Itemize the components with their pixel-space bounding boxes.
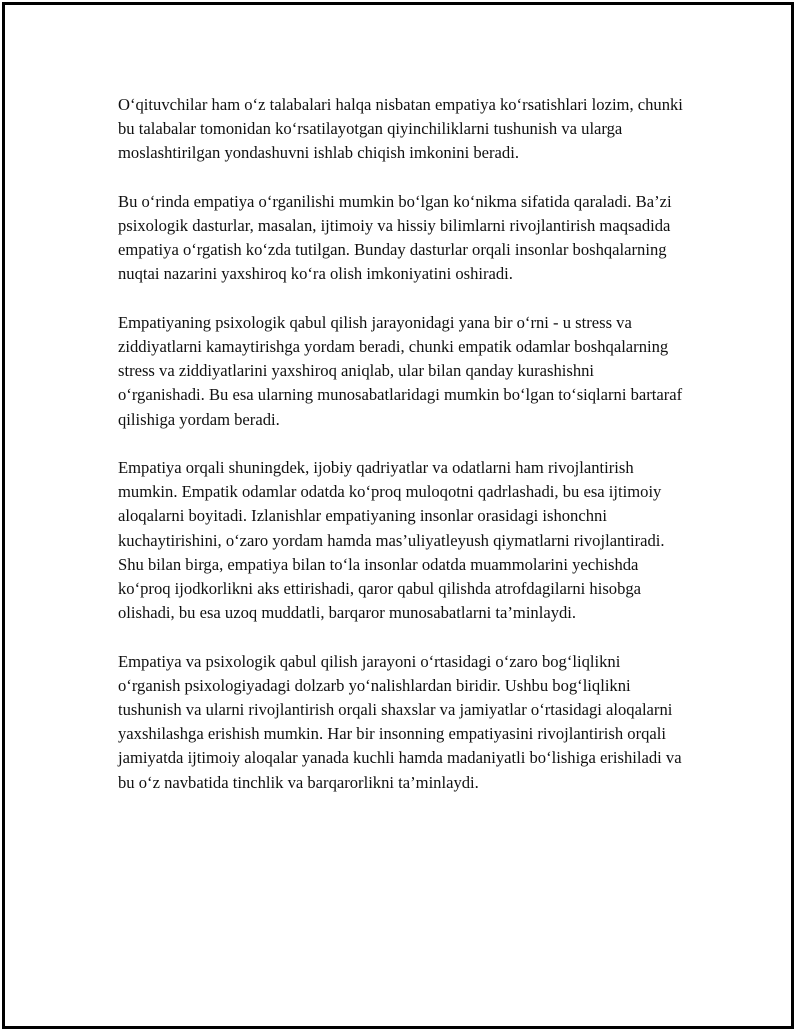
paragraph-3: Empatiyaning psixologik qabul qilish jarayonidagi yana bir o‘rni - u stress va ziddiyatlarni kamaytirishga yordam beradi, chunki empatik odamlar boshqalarning stress va ziddiyatlarini yaxshiroq aniqlab, ular bilan qanday kurashishni o‘rganishadi. Bu esa ularning munosabatlaridagi mumkin bo‘lgan to‘siqlarni bartaraf qilishiga yordam beradi. xyxy=(118,312,683,429)
paragraph-1: O‘qituvchilar ham o‘z talabalari halqa nisbatan empatiya ko‘rsatishlari lozim, chunki bu talabalar tomonidan ko‘rsatilayotgan qiyinchiliklarni tushunish va ularga moslashtirilgan yondashuvni ishlab chiqish imkonini beradi. xyxy=(118,95,683,163)
paragraph-2: Bu o‘rinda empatiya o‘rganilishi mumkin bo‘lgan ko‘nikma sifatida qaraladi. Ba’zi psixologik dasturlar, masalan, ijtimoiy va hissiy bilimlarni rivojlantirish maqsadida empatiya o‘rgatish ko‘zda tutilgan. Bunday dasturlar orqali insonlar boshqalarning nuqtai nazarini yaxshiroq ko‘ra olish imkoniyatini oshiradi. xyxy=(118,191,672,284)
paragraph-5: Empatiya va psixologik qabul qilish jarayoni o‘rtasidagi o‘zaro bog‘liqlikni o‘rganish psixologiyadagi dolzarb yo‘nalishlardan biridir. Ushbu bog‘liqlikni tushunish va ularni rivojlantirish orqali shaxslar va jamiyatlar o‘rtasidagi aloqalarni yaxshilashga erishish mumkin. Har bir insonning empatiyasini rivojlantirish orqali jamiyatda ijtimoiy aloqalar yanada kuchli hamda madaniyatli bo‘lishiga erishiladi va bu o‘z navbatida tinchlik va barqarorlikni ta’minlaydi. xyxy=(118,651,682,792)
paragraph-4: Empatiya orqali shuningdek, ijobiy qadriyatlar va odatlarni ham rivojlantirish mumkin. Empatik odamlar odatda ko‘proq muloqotni qadrlashadi, bu esa ijtimoiy aloqalarni boyitadi. Izlanishlar empatiyaning insonlar orasidagi ishonchni kuchaytirishini, o‘zaro yordam hamda mas’uliyatleyush qiymatlarni rivojlantiradi. Shu bilan birga, empatiya bilan to‘la insonlar odatda muammolarini yechishda ko‘proq ijodkorlikni aks ettirishadi, qaror qabul qilishda atrofdagilarni hisobga olishadi, bu esa uzoq muddatli, barqaror munosabatlarni ta’minlaydi. xyxy=(118,458,665,623)
document-body xyxy=(118,93,684,819)
